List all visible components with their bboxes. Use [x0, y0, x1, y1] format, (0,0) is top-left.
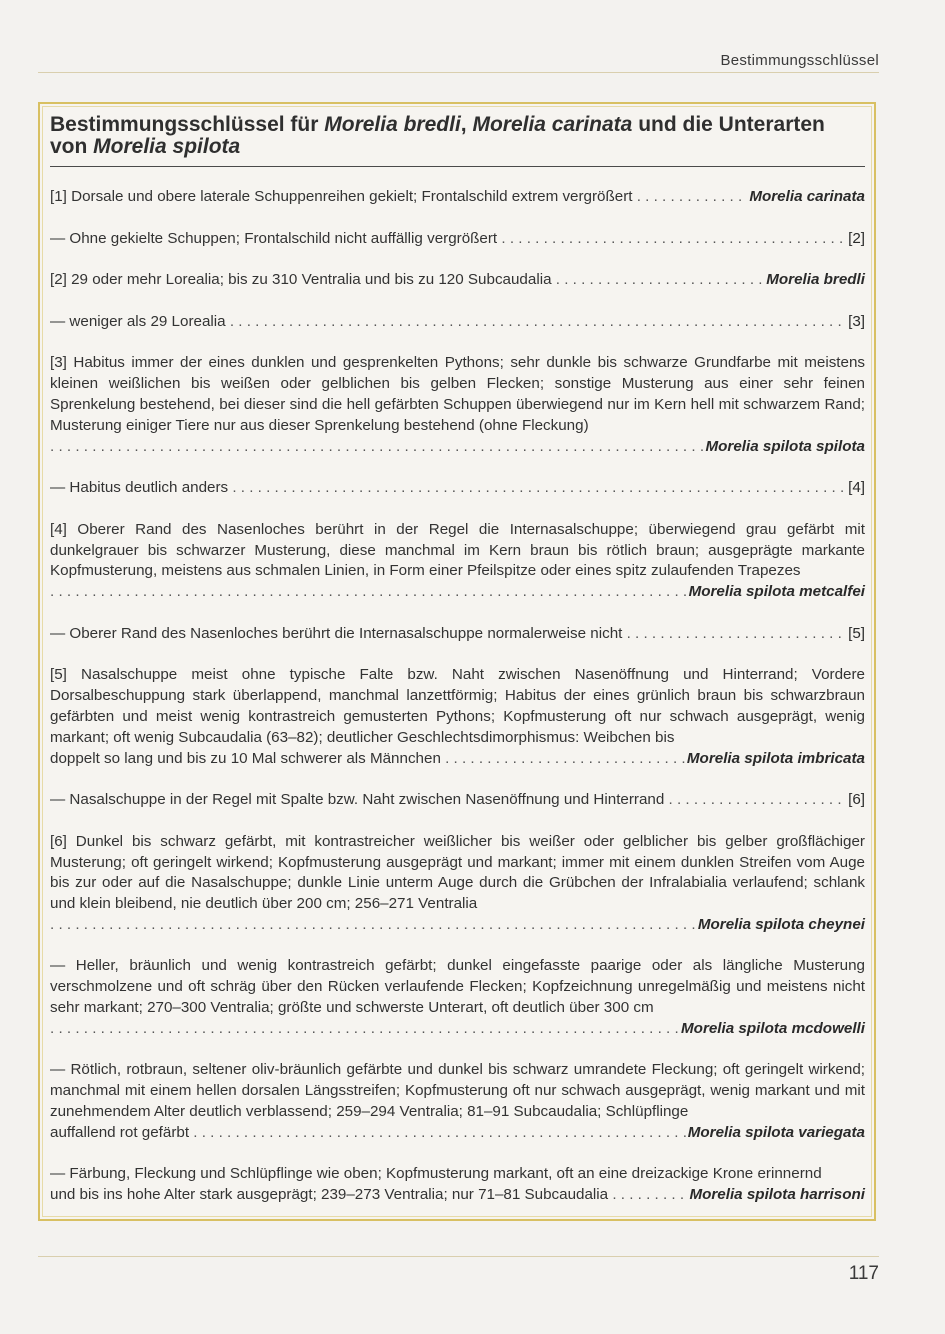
- entry-result-taxon: Morelia spilota variegata: [687, 1123, 865, 1141]
- entry-result-ref: [6]: [848, 791, 865, 809]
- title-taxon-carinata: Morelia carinata: [472, 113, 633, 136]
- key-entry-6: [50, 832, 865, 936]
- entry-result-taxon: Morelia bredli: [766, 271, 865, 289]
- key-entries: [50, 187, 865, 1206]
- entry-result-ref: [4]: [848, 479, 865, 497]
- running-head: Bestimmungsschlüssel: [720, 52, 879, 69]
- entry-result-ref: [3]: [848, 312, 865, 330]
- entry-text: [5] Nasalschuppe meist ohne typische Falte bzw. Naht zwischen Nasenöffnung und Hinterrand; Vordere Dorsalbeschuppung stark überlappend, manchmal lanzettförmig; Habitus der eines grünlich braun bis schwarzbraun gefärbten und meist wenig kontrastreich gemusterten Pythons; Kopfmusterung oft nur schwach ausgeprägt, wenig markant; oft wenig Subcaudalia (63–82); deutlicher Geschlechtsdimorphismus: Weibchen bis: [50, 666, 865, 746]
- key-entry-4b: [50, 624, 865, 645]
- key-entry-6d: [50, 1164, 865, 1206]
- entry-text: — Rötlich, rotbraun, seltener oliv-bräunlich gefärbte und dunkel bis schwarz umrandete Fleckung; oft geringelt wirkend; manchmal mit einem hellen dorsalen Längsstreifen; Kopfmusterung oft nur schwach ausgeprägt, wenig markant und mit zunehmendem Alter deutlich verblassend; 259–294 Ventralia; 81–91 Subcaudalia; Schlüpflinge: [50, 1061, 865, 1121]
- entry-text: [3] Habitus immer der eines dunklen und gesprenkelten Pythons; sehr dunkle bis schwarze Grundfarbe mit meistens kleinen weißlichen bis weißen oder gelblichen bis gelben Flecken; sonstige Musterung aus einer sehr feinen Sprenkelung bestehend, bei dieser sind die hell gefärbten Schuppen überwiegend nur im Kern hell mit schwarzem Rand; Musterung einiger Tiere nur aus dieser Sprenkelung bestehend (ohne Fleckung): [50, 354, 865, 434]
- key-title: [50, 114, 865, 167]
- key-entry-1: [50, 187, 865, 208]
- identification-key-box: [38, 102, 876, 1221]
- entry-text: — Oberer Rand des Nasenloches berührt die Internasalschuppe normalerweise nicht . . .: [50, 624, 846, 645]
- entry-text: — weniger als 29 Lorealia . . .: [50, 312, 846, 333]
- entry-result-taxon: Morelia spilota mcdowelli: [681, 1019, 865, 1037]
- entry-result-taxon: Morelia carinata: [749, 188, 865, 205]
- key-entry-5b: [50, 790, 865, 811]
- key-entry-2b: [50, 312, 865, 333]
- footer-rule: [38, 1256, 879, 1257]
- dot-leader: [50, 1019, 679, 1040]
- entry-text: [6] Dunkel bis schwarz gefärbt, mit kontrastreicher weißlicher bis weißer oder gelblicher bis gelber großflächiger Musterung; oft geringelt wirkend; Kopfmusterung ausgeprägt und markant; immer mit einem dunklen Streifen vom Auge bis zur oder auf die Nasalschuppe; dunkle Linie unterm Auge durch die Grübchen der Infralabialia verlaufend; schlank und klein bleibend, nie deutlich über 200 cm; 256–271 Ventralia: [50, 832, 865, 913]
- key-entry-6b: [50, 956, 865, 1039]
- key-entry-3b: [50, 478, 865, 499]
- entry-text: — Färbung, Fleckung und Schlüpflinge wie oben; Kopfmusterung markant, oft an eine dreizackige Krone erinnernd: [50, 1165, 822, 1183]
- entry-text: — Habitus deutlich anders . . .: [50, 478, 846, 499]
- entry-text: — Heller, bräunlich und wenig kontrastreich gefärbt; dunkel eingefasste paarige oder als längliche Musterung verschmolzene und oft schräg über den Rücken verlaufende Flecken; Kopfzeichnung unregelmäßig und meistens nicht sehr markant; 270–300 Ventralia; größte und schwerste Unterart, oft deutlich über 300 cm: [50, 957, 865, 1017]
- entry-result-taxon: Morelia spilota imbricata: [686, 749, 865, 767]
- entry-result-ref: [5]: [848, 624, 865, 642]
- title-text: Bestimmungsschlüssel für: [50, 113, 325, 136]
- key-entry-3: [50, 353, 865, 457]
- title-taxon-spilota: Morelia spilota: [93, 135, 241, 158]
- entry-text: — Nasalschuppe in der Regel mit Spalte bzw. Naht zwischen Nasenöffnung und Hinterrand . . .: [50, 790, 846, 811]
- dot-leader: [50, 437, 704, 458]
- title-text-2: und die Unterarten von: [50, 113, 825, 158]
- key-entry-5: [50, 665, 865, 769]
- header-rule: [38, 72, 879, 73]
- key-entry-1b: [50, 229, 865, 250]
- entry-text-last-line: und bis ins hohe Alter stark ausgeprägt; 239–273 Ventralia; nur 71–81 Subcaudalia . . .: [50, 1185, 687, 1206]
- entry-text: [4] Oberer Rand des Nasenloches berührt in der Regel die Internasalschuppe; überwiegend grau gefärbt mit dunkelgrauer bis schwarzer Musterung, diese manchmal im Kern braun bis rötlich braun; ausgeprägte markante Kopfmusterung, meistens aus schmalen Linien, in Form einer Pfeilspitze oder eines spitz zulaufenden Trapezes: [50, 520, 865, 580]
- entry-result-taxon: Morelia spilota metcalfei: [688, 583, 865, 601]
- entry-text: [1] Dorsale und obere laterale Schuppenreihen gekielt; Frontalschild extrem vergrößert . . .: [50, 187, 747, 208]
- key-entry-2: [50, 270, 865, 291]
- key-entry-4: [50, 520, 865, 603]
- dot-leader: [50, 915, 696, 936]
- title-taxon-bredli: Morelia bredli: [324, 113, 461, 136]
- key-entry-6c: [50, 1060, 865, 1143]
- dot-leader: [50, 582, 687, 603]
- page-number: 117: [848, 1263, 879, 1284]
- entry-text: — Ohne gekielte Schuppen; Frontalschild nicht auffällig vergrößert . . .: [50, 229, 846, 250]
- entry-result-taxon: Morelia spilota harrisoni: [689, 1186, 865, 1204]
- entry-result-taxon: Morelia spilota spilota: [705, 437, 865, 455]
- title-separator: ,: [460, 113, 473, 136]
- entry-text-last-line: auffallend rot gefärbt . . .: [50, 1123, 686, 1144]
- entry-result-taxon: Morelia spilota cheynei: [697, 915, 865, 933]
- entry-result-ref: [2]: [848, 229, 865, 247]
- entry-text-last-line: doppelt so lang und bis zu 10 Mal schwerer als Männchen . . .: [50, 749, 685, 770]
- entry-text: [2] 29 oder mehr Lorealia; bis zu 310 Ventralia und bis zu 120 Subcaudalia . . .: [50, 270, 764, 291]
